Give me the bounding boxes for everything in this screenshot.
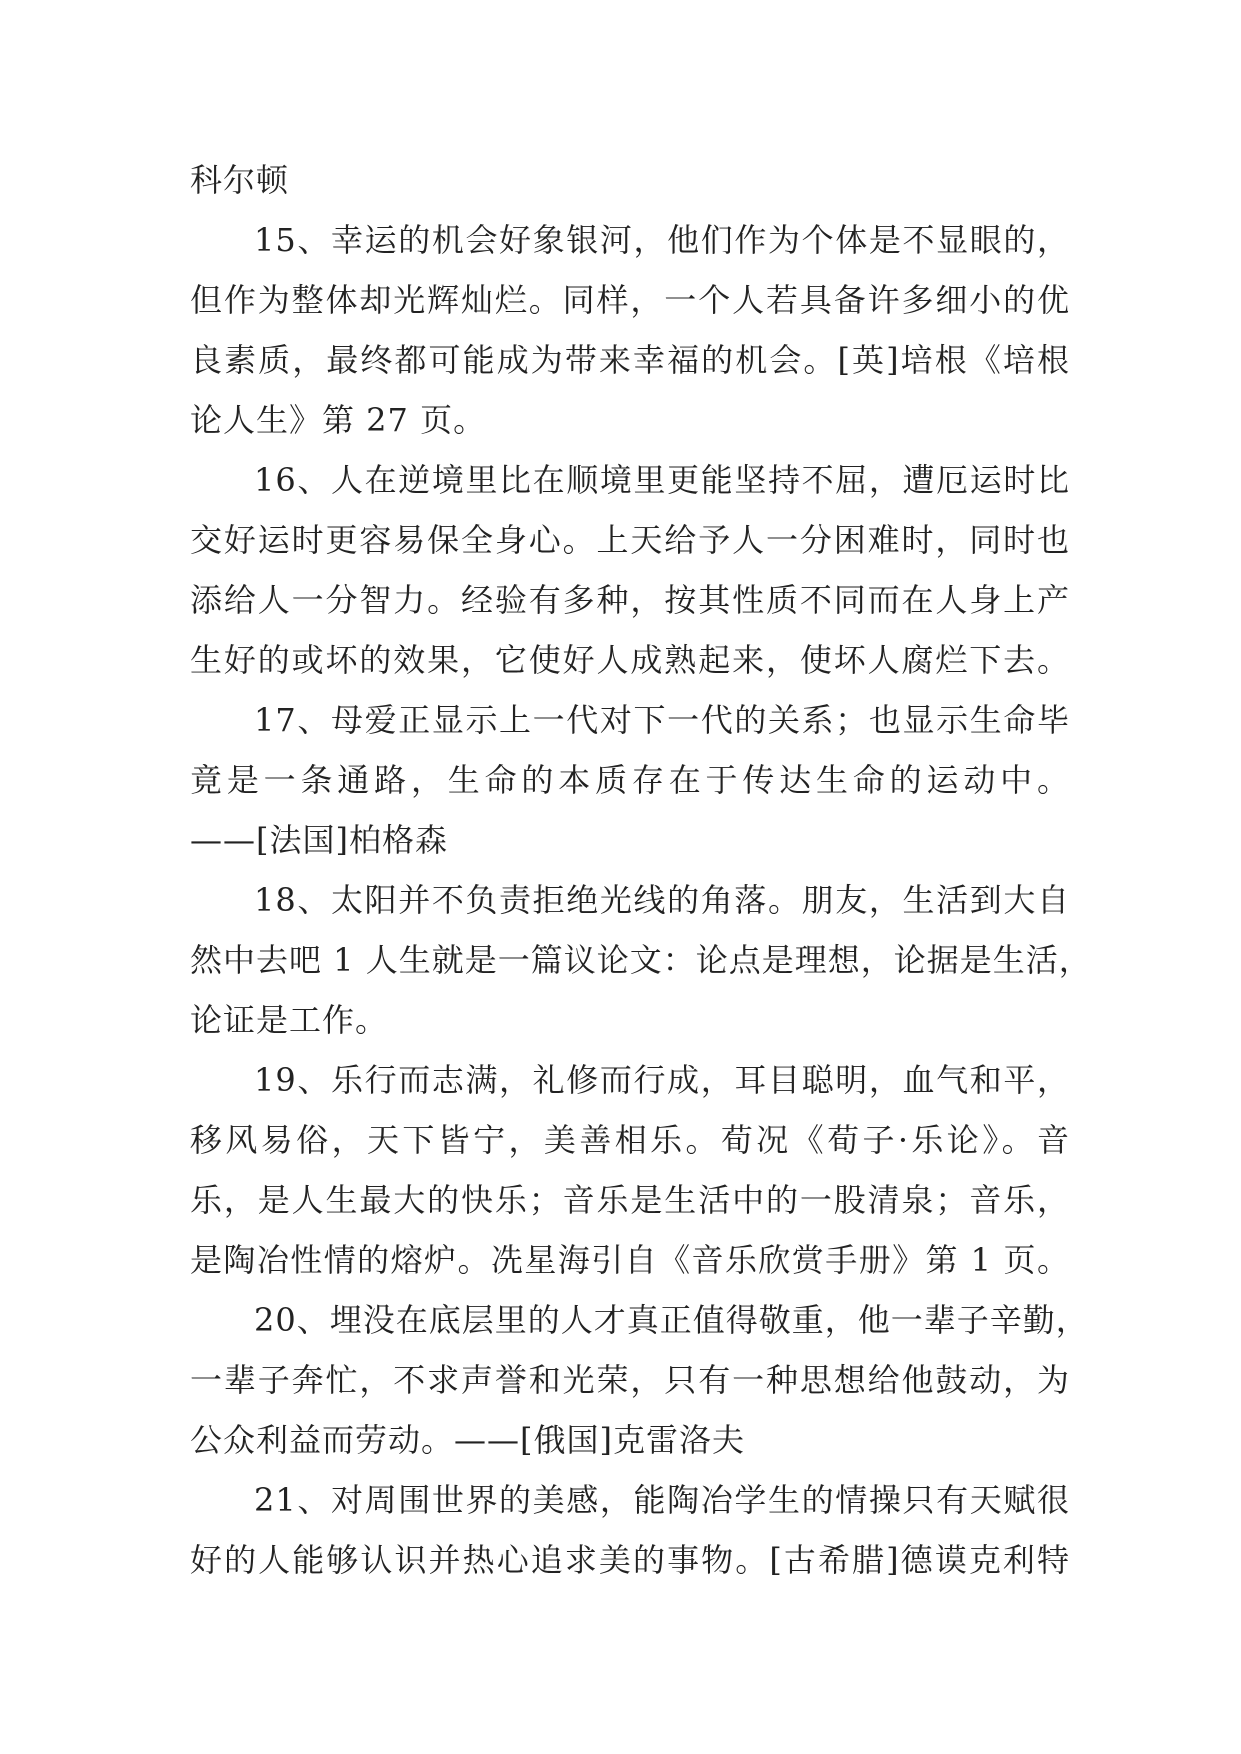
text-line: 公众利益而劳动。——[俄国]克雷洛夫 — [190, 1421, 745, 1459]
text-line: 交好运时更容易保全身心。上天给予人一分困难时，同时也 — [190, 521, 1070, 559]
text-line: 好的人能够认识并热心追求美的事物。[古希腊]德谟克利特 — [190, 1541, 1070, 1579]
text-line: 16、人在逆境里比在顺境里更能坚持不屈，遭厄运时比 — [254, 461, 1070, 499]
text-line: 论人生》第 27 页。 — [190, 401, 487, 439]
text-line: 是陶冶性情的熔炉。冼星海引自《音乐欣赏手册》第 1 页。 — [190, 1241, 1070, 1279]
text-line: 竟是一条通路，生命的本质存在于传达生命的运动中。 — [190, 761, 1070, 799]
text-line: 乐，是人生最大的快乐；音乐是生活中的一股清泉；音乐， — [190, 1181, 1070, 1219]
text-line: 21、对周围世界的美感，能陶冶学生的情操只有天赋很 — [254, 1481, 1070, 1519]
text-line: 论证是工作。 — [190, 1001, 389, 1039]
document-body — [190, 150, 1092, 1590]
text-line: 但作为整体却光辉灿烂。同样，一个人若具备许多细小的优 — [190, 281, 1070, 319]
text-line: 科尔顿 — [190, 161, 290, 199]
text-line: 17、母爱正显示上一代对下一代的关系；也显示生命毕 — [254, 701, 1070, 739]
text-line: 添给人一分智力。经验有多种，按其性质不同而在人身上产 — [190, 581, 1070, 619]
text-line: 15、幸运的机会好象银河，他们作为个体是不显眼的， — [254, 221, 1070, 259]
text-line: 移风易俗，天下皆宁，美善相乐。荀况《荀子·乐论》。音 — [190, 1121, 1070, 1159]
text-line: 18、太阳并不负责拒绝光线的角落。朋友，生活到大自 — [254, 881, 1070, 919]
text-line: 生好的或坏的效果，它使好人成熟起来，使坏人腐烂下去。 — [190, 641, 1070, 679]
text-line: 然中去吧 1 人生就是一篇议论文：论点是理想，论据是生活， — [190, 941, 1092, 979]
text-line: 一辈子奔忙，不求声誉和光荣，只有一种思想给他鼓动，为 — [190, 1361, 1070, 1399]
text-line: ——[法国]柏格森 — [190, 821, 448, 859]
text-line: 良素质，最终都可能成为带来幸福的机会。[英]培根《培根 — [190, 341, 1070, 379]
text-line: 19、乐行而志满，礼修而行成，耳目聪明，血气和平， — [254, 1061, 1070, 1099]
text-line: 20、埋没在底层里的人才真正值得敬重，他一辈子辛勤， — [254, 1301, 1089, 1339]
